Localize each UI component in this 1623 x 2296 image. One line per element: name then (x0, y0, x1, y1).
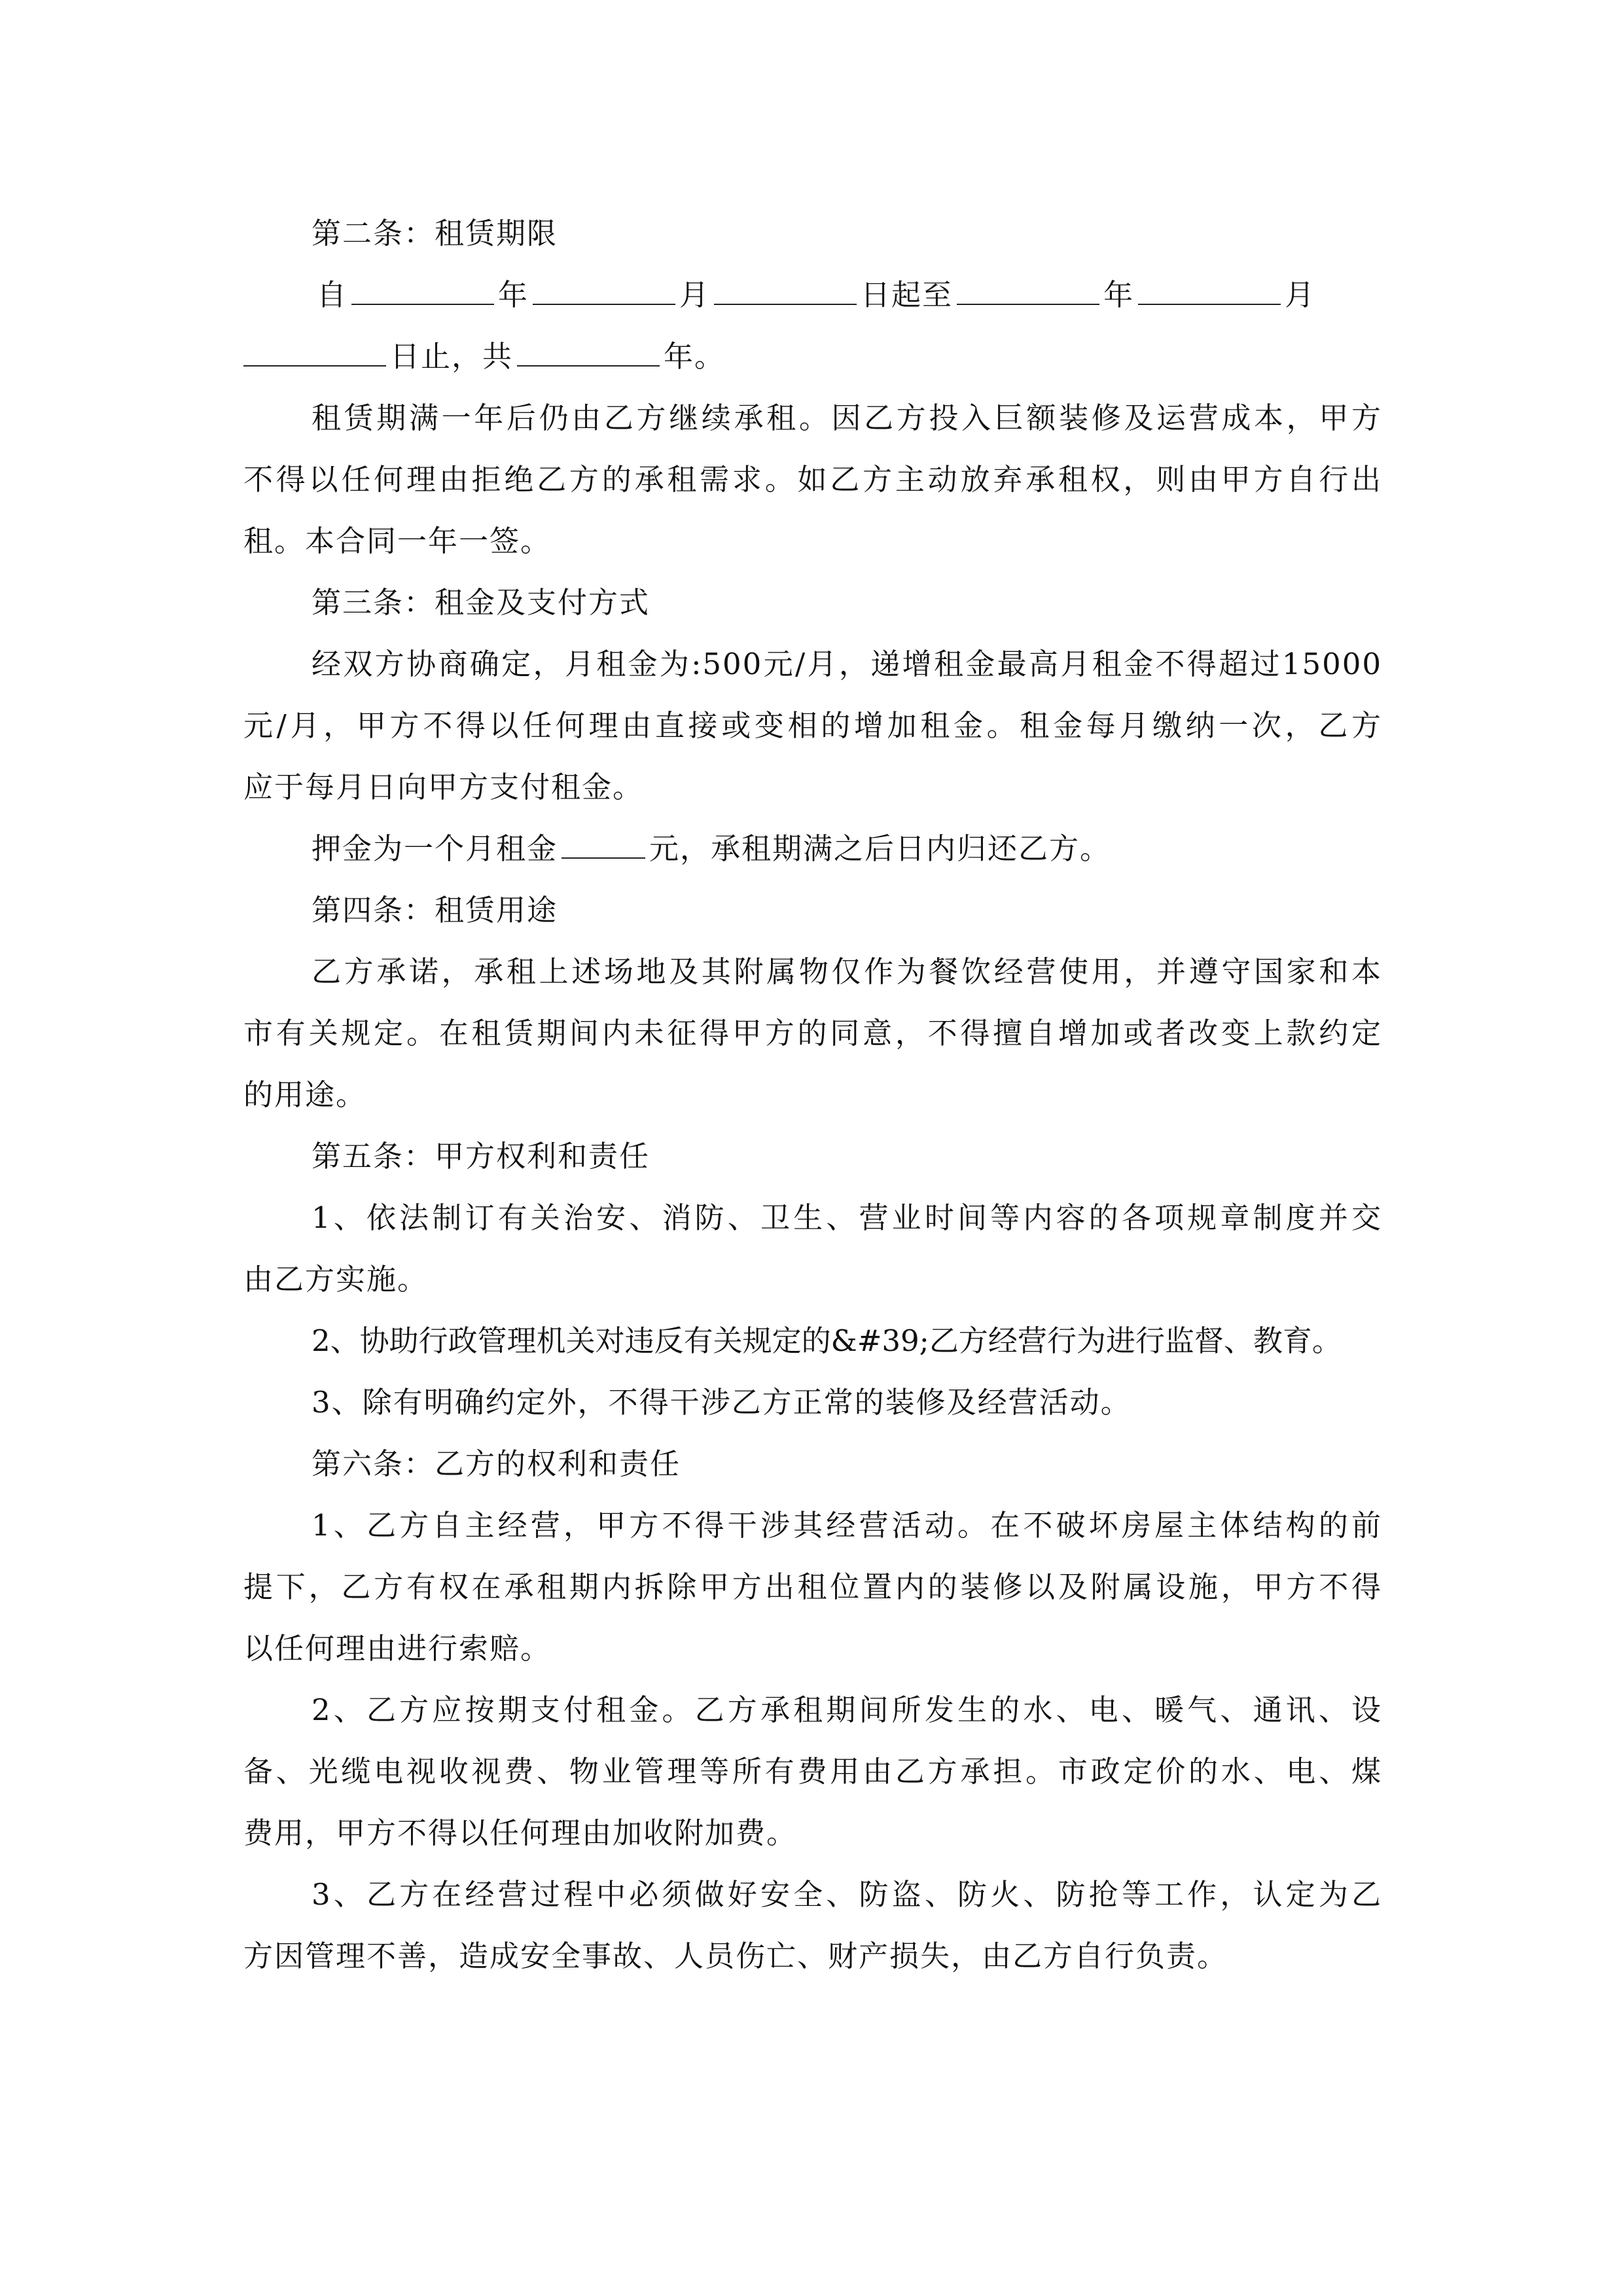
start-day-blank[interactable] (714, 275, 857, 305)
start-year-blank[interactable] (351, 275, 494, 305)
party-a-item2: 2、协助行政管理机关对违反有关规定的&#39;乙方经营行为进行监督、教育。 (312, 1323, 1342, 1358)
party-b-item3-line-1: 3、乙方在经营过程中必须做好安全、防盗、防火、防抢等工作，认定为乙 (312, 1877, 1382, 1912)
term-day-end: 日止，共 (390, 339, 514, 374)
party-b-item2-line-2: 备、光缆电视收视费、物业管理等所有费用由乙方承担。市政定价的水、电、煤 (243, 1754, 1382, 1789)
party-b-item2-line-1: 2、乙方应按期支付租金。乙方承租期间所发生的水、电、暖气、通讯、设 (312, 1693, 1382, 1727)
party-a-item3: 3、除有明确约定外，不得干涉乙方正常的装修及经营活动。 (312, 1385, 1132, 1420)
deposit-prefix: 押金为一个月租金 (312, 831, 558, 866)
party-b-item3-line-2: 方因管理不善，造成安全事故、人员伤亡、财产损失，由乙方自行负责。 (243, 1939, 1228, 1973)
article5-heading: 第五条：甲方权利和责任 (312, 1139, 651, 1174)
end-month-blank[interactable] (1138, 275, 1281, 305)
start-month-blank[interactable] (533, 275, 675, 305)
article4-heading: 第四条：租赁用途 (312, 893, 558, 927)
rent-line-1: 经双方协商确定，月租金为:500元/月，递增租金最高月租金不得超过15000 (312, 647, 1382, 681)
party-b-item1-line-2: 提下，乙方有权在承租期内拆除甲方出租位置内的装修以及附属设施，甲方不得 (243, 1570, 1382, 1604)
term-month1: 月 (679, 278, 711, 312)
deposit-line (243, 818, 1382, 880)
party-a-item1-line-1: 1、依法制订有关治安、消防、卫生、营业时间等内容的各项规章制度并交 (312, 1200, 1382, 1235)
article6-heading: 第六条：乙方的权利和责任 (312, 1446, 681, 1481)
term-day-start: 日起至 (861, 278, 954, 312)
use-line-2: 市有关规定。在租赁期间内未征得甲方的同意，不得擅自增加或者改变上款约定 (243, 1016, 1382, 1050)
renewal-line-3: 租。本合同一年一签。 (243, 524, 552, 558)
use-line-3: 的用途。 (243, 1077, 367, 1112)
renewal-line-1: 租赁期满一年后仍由乙方继续承租。因乙方投入巨额装修及运营成本，甲方 (312, 401, 1382, 435)
use-line-1: 乙方承诺，承租上述场地及其附属物仅作为餐饮经营使用，并遵守国家和本 (312, 954, 1382, 989)
rent-line-2: 元/月，甲方不得以任何理由直接或变相的增加租金。租金每月缴纳一次，乙方 (243, 708, 1382, 743)
party-a-item1-line-2: 由乙方实施。 (243, 1262, 429, 1297)
deposit-amount-blank[interactable] (562, 829, 645, 859)
party-b-item1-line-3: 以任何理由进行索赔。 (243, 1631, 552, 1666)
party-b-item1-line-1: 1、乙方自主经营，甲方不得干涉其经营活动。在不破坏房屋主体结构的前 (312, 1508, 1382, 1543)
term-prefix: 自 (317, 278, 348, 312)
lease-term-dates-cont (243, 326, 1382, 387)
renewal-line-2: 不得以任何理由拒绝乙方的承租需求。如乙方主动放弃承租权，则由甲方自行出 (243, 462, 1382, 497)
article2-heading: 第二条：租赁期限 (312, 216, 558, 251)
rent-line-3: 应于每月日向甲方支付租金。 (243, 770, 644, 804)
term-year1: 年 (498, 278, 529, 312)
total-years-blank[interactable] (517, 336, 660, 367)
contract-body (243, 203, 1382, 1987)
end-day-blank[interactable] (243, 336, 386, 367)
article3-heading: 第三条：租金及支付方式 (312, 585, 651, 620)
term-year2: 年 (1103, 278, 1135, 312)
term-month2: 月 (1285, 278, 1316, 312)
party-b-item2-line-3: 费用，甲方不得以任何理由加收附加费。 (243, 1816, 798, 1850)
lease-term-dates (243, 264, 1382, 326)
deposit-suffix: 元，承租期满之后日内归还乙方。 (649, 831, 1111, 866)
end-year-blank[interactable] (957, 275, 1099, 305)
term-years-total: 年。 (664, 339, 726, 374)
